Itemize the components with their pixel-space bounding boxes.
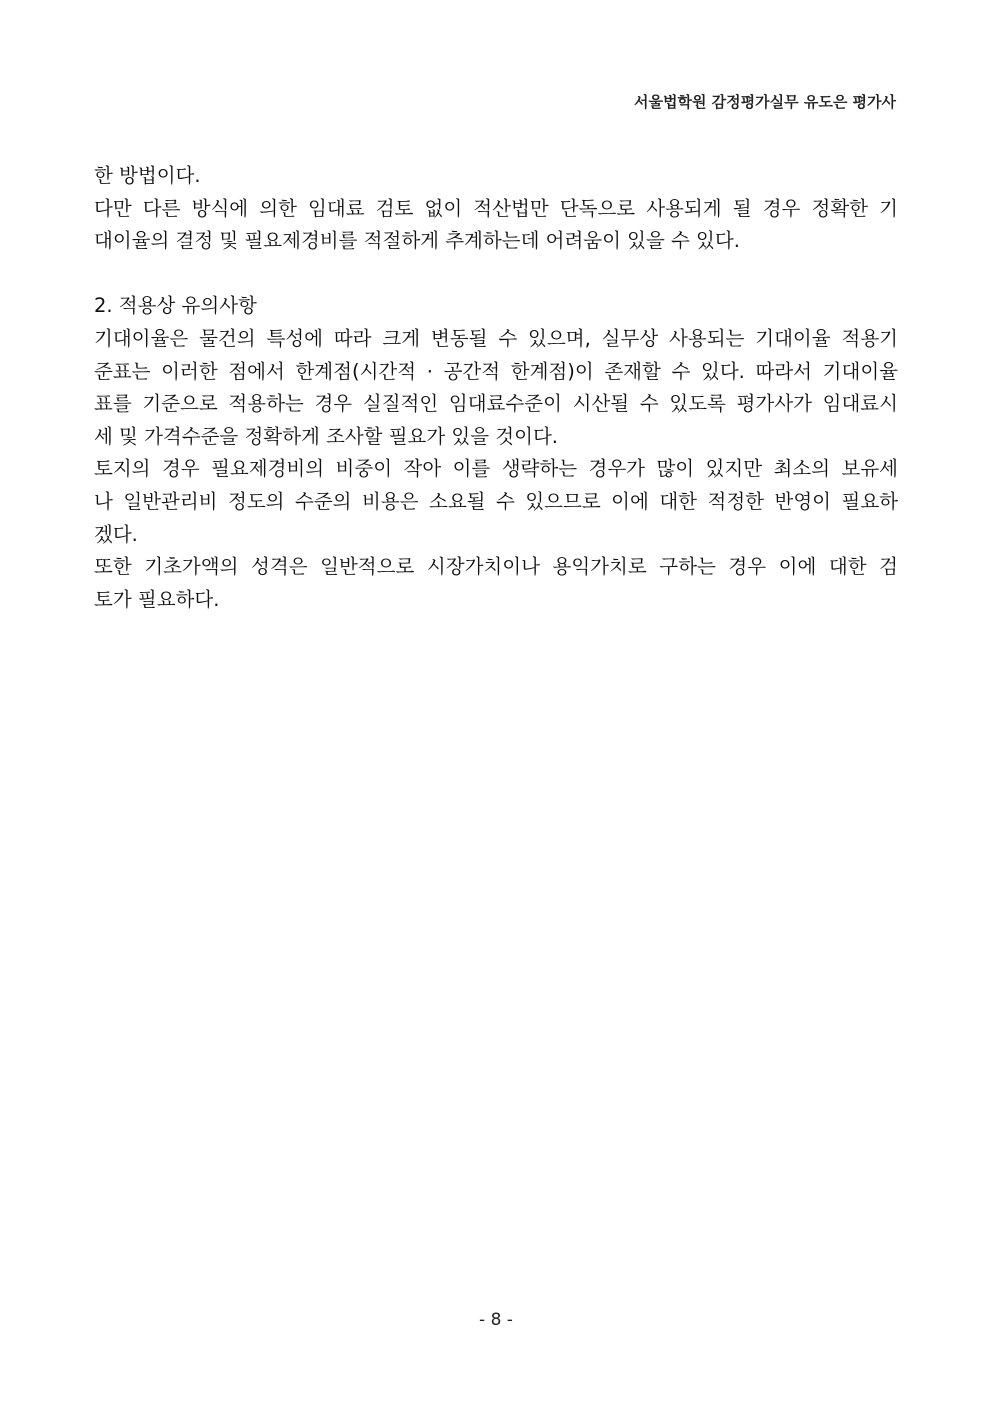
paragraph-line: 한 방법이다. <box>94 164 201 187</box>
section-heading: 2. 적용상 유의사항 <box>94 294 257 318</box>
running-header: 서울법학원 감정평가실무 유도은 평가사 <box>634 93 896 111</box>
paragraph-line: 준표는 이러한 점에서 한계점(시간적 · 공간적 한계점)이 존재할 수 있다. 따라서 기대이율 <box>94 359 898 383</box>
paragraph-line: 표를 기준으로 적용하는 경우 실질적인 임대료수준이 시산될 수 있도록 평가사가 임대료시 <box>94 392 898 416</box>
paragraph-line: 또한 기초가액의 성격은 일반적으로 시장가치이나 용익가치로 구하는 경우 이에 대한 검 <box>94 555 898 579</box>
paragraph-gap <box>94 258 898 291</box>
paragraph-line: 토지의 경우 필요제경비의 비중이 작아 이를 생략하는 경우가 많이 있지만 최소의 보유세 <box>94 457 898 481</box>
paragraph-line: 토가 필요하다. <box>94 587 220 611</box>
paragraph-line: 나 일반관리비 정도의 수준의 비용은 소요될 수 있으므로 이에 대한 적정한 반영이 필요하 <box>94 489 898 513</box>
paragraph-line: 다만 다른 방식에 의한 임대료 검토 없이 적산법만 단독으로 사용되게 될 경우 정확한 기 <box>94 196 898 220</box>
document-body <box>94 160 898 616</box>
paragraph-line: 대이율의 결정 및 필요제경비를 적절하게 추계하는데 어려움이 있을 수 있다. <box>94 229 740 253</box>
paragraph-line: 기대이율은 물건의 특성에 따라 크게 변동될 수 있으며, 실무상 사용되는 기대이율 적용기 <box>94 326 898 350</box>
page-number: - 8 - <box>479 1310 513 1330</box>
paragraph-line: 세 및 가격수준을 정확하게 조사할 필요가 있을 것이다. <box>94 424 559 448</box>
paragraph-line: 겠다. <box>94 522 138 546</box>
